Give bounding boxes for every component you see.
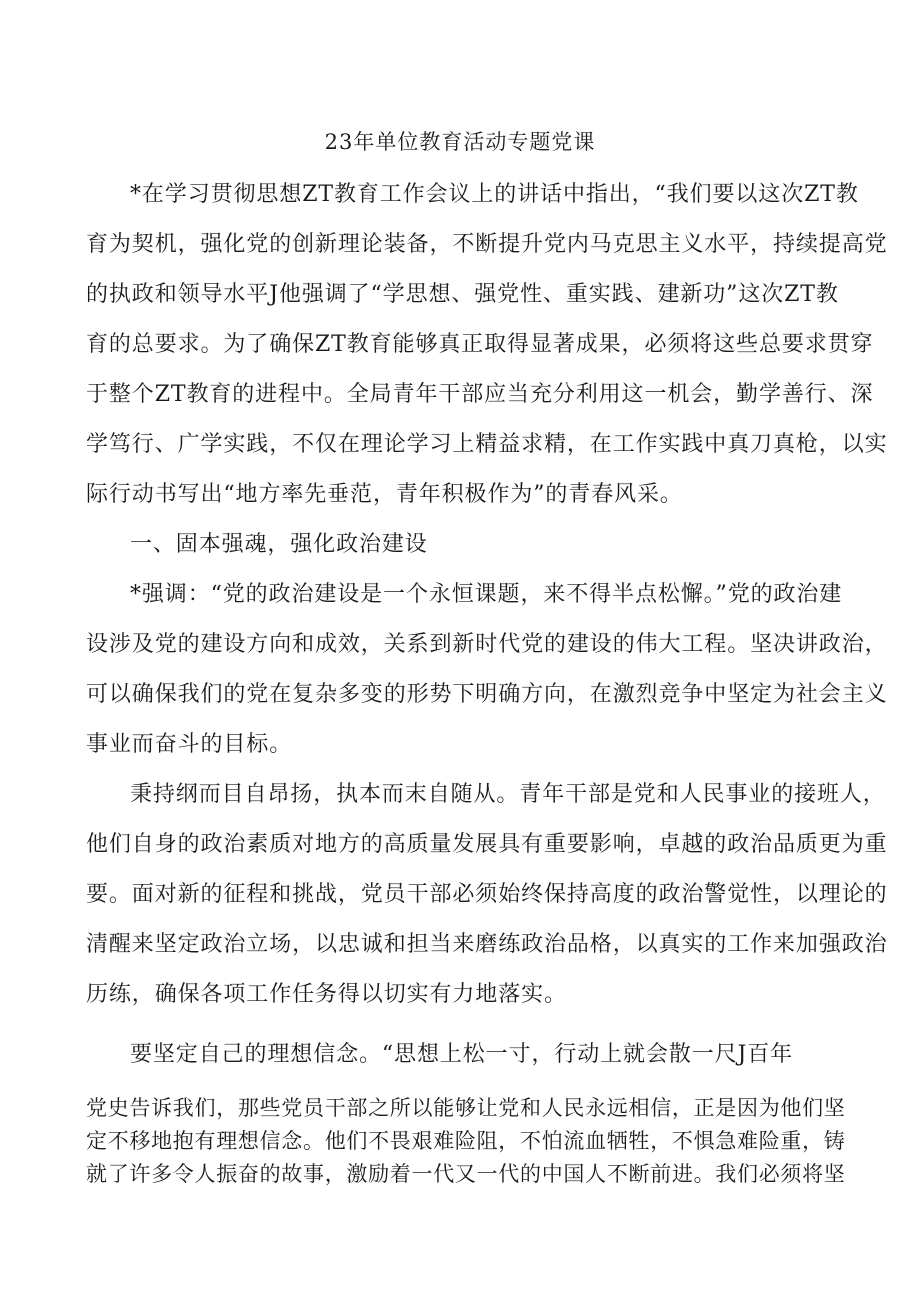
- text-line: 定不移地抱有理想信念。他们不畏艰难险阻，不怕流血牺牲，不惧急难险重，铸: [86, 1129, 846, 1153]
- paragraph-political-construction: [86, 570, 888, 770]
- text-line: 可以确保我们的党在复杂多变的形势下明确方向，在激烈竞争中坚定为社会主义: [86, 682, 888, 707]
- text-line: 际行动书写出“地方率先垂范，青年积极作为”的青春风采。: [86, 482, 683, 507]
- text-line: 育的总要求。为了确保ZT教育能够真正取得显著成果，必须将这些总要求贯穿: [86, 332, 874, 357]
- paragraph-youth-cadres: [86, 770, 888, 1020]
- text-line: 的执政和领导水平J他强调了“学思想、强党性、重实践、建新功”这次ZT教: [86, 282, 839, 307]
- text-line: 于整个ZT教育的进程中。全局青年干部应当充分利用这一机会，勤学善行、深: [86, 382, 874, 407]
- text-line: 学笃行、广学实践，不仅在理论学习上精益求精，在工作实践中真刀真枪，以实: [86, 432, 888, 457]
- text-line: 事业而奋斗的目标。: [86, 732, 293, 757]
- text-line: 秉持纲而目自昂扬，执本而末自随从。青年干部是党和人民事业的接班人，: [130, 782, 886, 807]
- document-title: 23年单位教育活动专题党课: [324, 130, 596, 154]
- text-line: 设涉及党的建设方向和成效，关系到新时代党的建设的伟大工程。坚决讲政治，: [86, 632, 888, 657]
- text-line: 历练，确保各项工作任务得以切实有力地落实。: [86, 982, 567, 1007]
- heading-text: 一、固本强魂，强化政治建设: [130, 532, 428, 557]
- text-line: *强调：“党的政治建设是一个永恒课题，来不得半点松懈。”党的政治建: [130, 582, 843, 607]
- text-line: 要。面对新的征程和挑战，党员干部必须始终保持高度的政治警觉性，以理论的: [86, 882, 888, 907]
- section-heading: [86, 520, 856, 570]
- paragraph-intro: [86, 170, 888, 520]
- text-line: *在学习贯彻思想ZT教育工作会议上的讲话中指出，“我们要以这次ZT教: [130, 182, 859, 207]
- text-line: 育为契机，强化党的创新理论装备，不断提升党内马克思主义水平，持续提高党: [86, 232, 888, 257]
- text-line: 他们自身的政治素质对地方的高质量发展具有重要影响，卓越的政治品质更为重: [86, 832, 888, 857]
- paragraph-party-history: [86, 1092, 856, 1191]
- paragraph-ideals: [86, 1030, 856, 1080]
- text-line: 党史告诉我们，那些党员干部之所以能够让党和人民永远相信，正是因为他们坚: [86, 1096, 846, 1120]
- text-line: 就了许多令人振奋的故事，激励着一代又一代的中国人不断前进。我们必须将坚: [86, 1162, 846, 1186]
- text-line: 清醒来坚定政治立场，以忠诚和担当来磨练政治品格，以真实的工作来加强政治: [86, 932, 888, 957]
- text-line: 要坚定自己的理想信念。“思想上松一寸，行动上就会散一尺J百年: [130, 1042, 794, 1067]
